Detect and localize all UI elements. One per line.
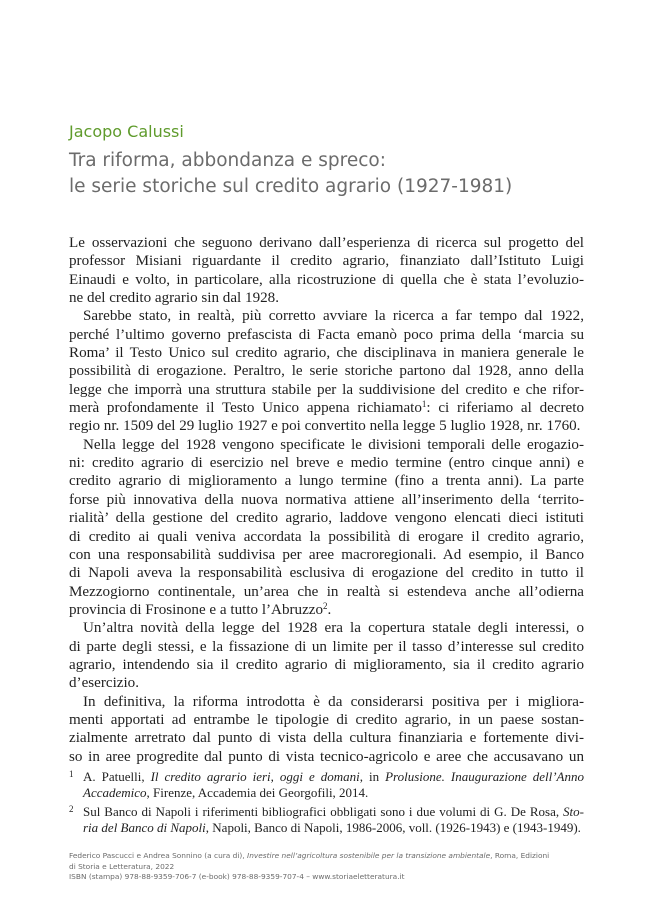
footnote-1-line — [69, 784, 584, 802]
footnote-ref-2[interactable]: 2 — [323, 600, 328, 611]
publication-credit — [69, 851, 609, 883]
footnote-2-line — [69, 819, 584, 837]
footnote-italic: Prolusione. Inaugurazione dell’Anno — [385, 769, 584, 784]
footnote-italic: ria del Banco di Napoli — [83, 819, 206, 835]
body-line — [69, 601, 584, 619]
footnote-text: A. Patuelli, — [83, 769, 151, 784]
body-line: agrario, intendendo sia il credito agrario di miglioramento, sia il credito agrario — [69, 656, 584, 673]
body-line: di Napoli aveva la responsabilità esclusiva di erogazione del credito in tutto il — [69, 565, 584, 582]
credit-text: , Roma, Edizioni — [490, 851, 550, 860]
body-line: menti apportati ad entrambe le tipologie di credito agrario, in un paese sostan- — [69, 711, 584, 728]
body-line: Sarebbe stato, in realtà, più corretto avviare la ricerca a far tempo dal 1922, — [83, 308, 584, 325]
body-text — [69, 234, 584, 766]
credit-line — [69, 851, 609, 862]
author-name: Jacopo Calussi — [69, 122, 184, 141]
footnote-italic: Accademico — [83, 784, 147, 800]
body-line: d’esercizio. — [69, 675, 139, 692]
footnote-italic: Sto- — [563, 804, 584, 819]
title-line: Tra riforma, abbondanza e spreco: — [69, 150, 386, 171]
body-line: In definitiva, la riforma introdotta è da considerarsi positiva per i migliora- — [83, 693, 584, 710]
body-line: ni: credito agrario di esercizio nel breve e medio termine (entro cinque anni) e — [69, 455, 584, 472]
credit-text: Federico Pascucci e Andrea Sonnino (a cura di), — [69, 851, 248, 860]
article-title — [69, 148, 589, 200]
body-line: ne del credito agrario sin dal 1928. — [69, 290, 279, 307]
body-line: professor Misiani riguardante il credito agrario, finanziato dall’Istituto Luigi — [69, 253, 584, 270]
footnote-text: Sul Banco di Napoli i riferimenti bibliografici obbligati sono i due volumi di G. De Rosa, — [83, 804, 564, 819]
body-line: forse più innovativa della nuova normativa attiene all’inserimento della ‘territo- — [69, 491, 584, 508]
body-line: zialmente arretrato dal punto di vista della cultura finanziaria e fortemente divi- — [69, 730, 584, 747]
footnotes — [69, 766, 584, 836]
body-line-segment: merà profondamente il Testo Unico appena richiamato — [69, 400, 422, 417]
footnote-1-line — [69, 766, 584, 784]
credit-line: ISBN (stampa) 978-88-9359-706-7 (e-book) 978-88-9359-707-4 – www.storiaeletteratura.it — [69, 872, 405, 881]
body-line: legge che imporrà una struttura stabile per la suddivisione del credito e che rifor- — [69, 381, 584, 398]
body-line: Le osservazioni che seguono derivano dall’esperienza di ricerca sul progetto del — [69, 235, 584, 251]
body-line: credito agrario di miglioramento a lungo termine (fino a trenta anni). La parte — [69, 473, 584, 490]
body-line: di parte degli stessi, e la fissazione di un limite per il tasso d’interesse sul credito — [69, 638, 584, 655]
footnote-italic: Il credito agrario ieri, oggi e domani — [150, 769, 360, 784]
footnote-text: , in — [359, 769, 386, 784]
body-line: possibilità di erogazione. Peraltro, le serie storiche partono dal 1928, anno della — [69, 363, 584, 380]
body-line: Roma’ il Testo Unico sul credito agrario, che disciplinava in maniera generale le — [69, 345, 584, 362]
body-line-segment: . — [327, 601, 332, 618]
body-line: perché l’ultimo governo prefascista di Facta emanò poco prima della ‘marcia su — [69, 326, 584, 343]
body-line: Un’altra novità della legge del 1928 era la copertura statale degli interessi, o — [83, 620, 584, 637]
body-line: Mezzogiorno continentale, un’area che in realtà si estendeva anche all’odierna — [69, 583, 584, 600]
body-line: con una responsabilità suddivisa per aree macroregionali. Ad esempio, il Banco — [69, 546, 584, 563]
body-line: rialità’ della gestione del credito agrario, laddove vengono elencati dieci istituti — [69, 510, 584, 527]
footnote-ref-1[interactable]: 1 — [421, 399, 427, 410]
footnote-number: 1 — [69, 769, 74, 779]
body-line — [69, 399, 584, 417]
body-line: Nella legge del 1928 vengono specificate le divisioni temporali delle erogazio- — [83, 436, 584, 453]
footnote-2-line — [69, 801, 584, 819]
footnote-text: , Firenze, Accademia dei Georgofili, 2014. — [146, 784, 369, 800]
footnote-text: , Napoli, Banco di Napoli, 1986-2006, voll. (1926-1943) e (1943-1949). — [205, 819, 581, 835]
body-line: di credito ai quali veniva accordata la possibilità di erogare il credito agrario, — [69, 528, 584, 545]
credit-line: di Storia e Letteratura, 2022 — [69, 861, 175, 871]
body-line-segment: provincia di Frosinone e a tutto l’Abruzzo — [69, 601, 324, 618]
body-line: Einaudi e volto, in particolare, alla ricostruzione di quella che è stata l’evoluzio- — [69, 271, 584, 288]
footnote-number: 2 — [69, 804, 74, 814]
title-line: le serie storiche sul credito agrario (1927-1981) — [69, 176, 513, 197]
body-line: regio nr. 1509 del 29 luglio 1927 e poi convertito nella legge 5 luglio 1928, nr. 1760. — [69, 418, 581, 435]
credit-italic: Investire nell’agricoltura sostenibile per la transizione ambientale — [247, 851, 491, 860]
body-line-segment: : ci riferiamo al decreto — [426, 400, 584, 417]
body-line: so in aree progredite dal punto di vista tecnico-agricolo e aree che accusavano un — [69, 748, 584, 765]
